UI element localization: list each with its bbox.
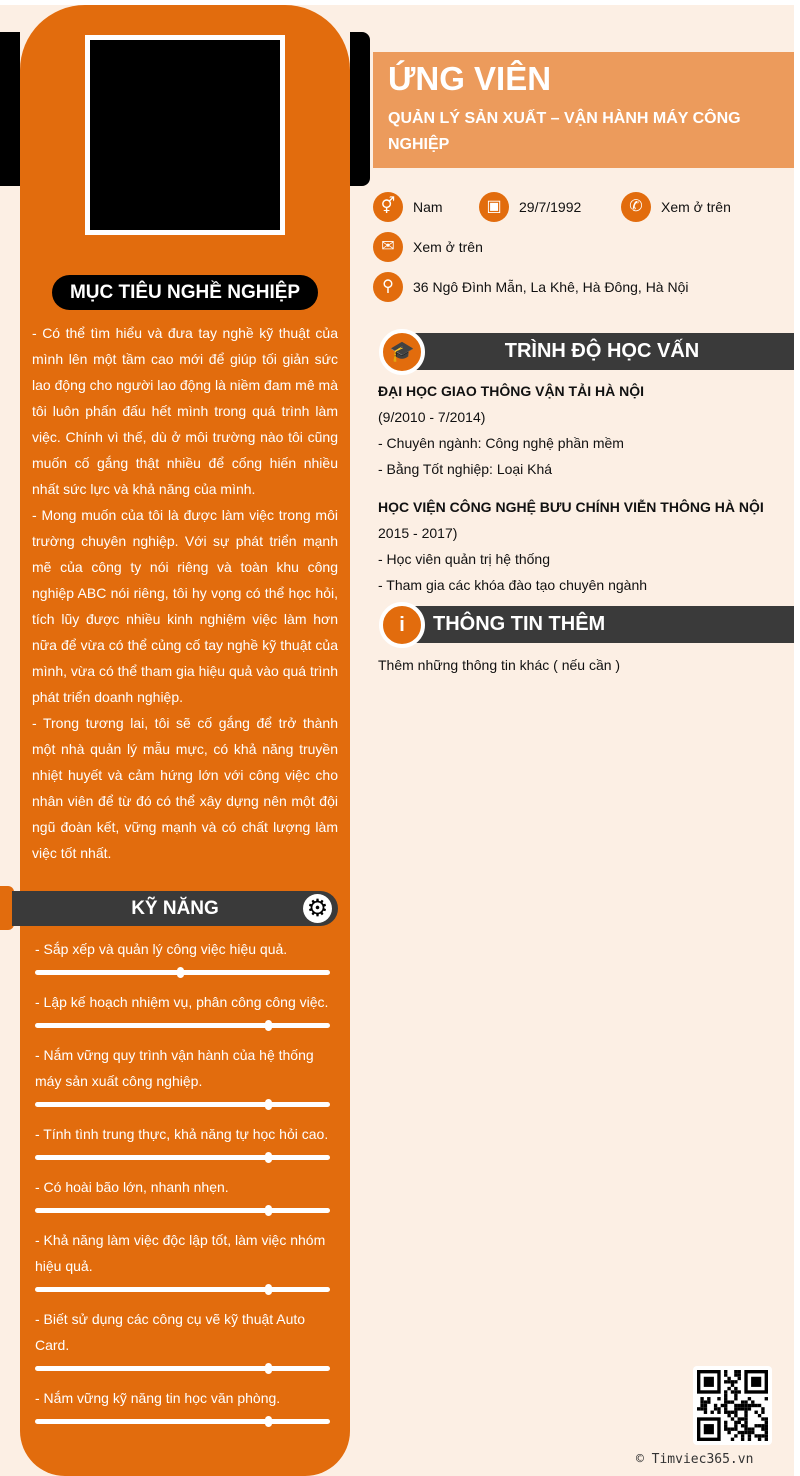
skill-slider-knob[interactable] xyxy=(265,1020,272,1031)
phone-icon: ✆ xyxy=(621,192,651,222)
decor-bar-left xyxy=(0,32,20,186)
skill-label: - Sắp xếp và quản lý công việc hiệu quả. xyxy=(35,941,288,957)
avatar-photo[interactable] xyxy=(85,35,285,235)
skill-slider-knob[interactable] xyxy=(265,1152,272,1163)
education-line: - Học viên quản trị hệ thống xyxy=(378,551,550,567)
address-value: 36 Ngô Đình Mẫn, La Khê, Hà Đông, Hà Nội xyxy=(413,279,689,295)
skill-slider[interactable] xyxy=(35,1366,330,1371)
skill-slider[interactable] xyxy=(35,1208,330,1213)
objective-heading: MỤC TIÊU NGHỀ NGHIỆP xyxy=(52,275,318,310)
skill-slider-knob[interactable] xyxy=(265,1205,272,1216)
skill-label: - Có hoài bão lớn, nhanh nhẹn. xyxy=(35,1179,229,1195)
candidate-name: ỨNG VIÊN xyxy=(388,60,552,97)
skill-slider[interactable] xyxy=(35,1419,330,1424)
skill-slider-knob[interactable] xyxy=(265,1284,272,1295)
skill-slider[interactable] xyxy=(35,1287,330,1292)
school-name: HỌC VIỆN CÔNG NGHỆ BƯU CHÍNH VIỄN THÔNG HÀ NỘI xyxy=(378,499,764,515)
skill-label: - Biết sử dụng các công cụ vẽ kỹ thuật Auto Card. xyxy=(35,1311,306,1353)
candidate-position: QUẢN LÝ SẢN XUẤT – VẬN HÀNH MÁY CÔNG NGHIỆP xyxy=(388,110,741,153)
school-name: ĐẠI HỌC GIAO THÔNG VẬN TẢI HÀ NỘI xyxy=(378,383,644,399)
email-icon: ✉ xyxy=(373,232,403,262)
education-line: - Chuyên ngành: Công nghệ phần mềm xyxy=(378,435,624,451)
objective-paragraph: - Có thể tìm hiểu và đưa tay nghề kỹ thuật của mình lên một tầm cao mới để giúp tối giản sức lao động cho người lao động là niềm đam mê mà tôi luôn phấn đấu hết mình trong quá trình làm việc. Chính vì thế, dù ở môi trường nào tôi cũng muốn cố gắng thật nhiều để cống hiến nhiều nhất sức lực và khả năng của mình. xyxy=(32,325,338,497)
education-line: - Tham gia các khóa đào tạo chuyên ngành xyxy=(378,577,648,593)
skill-slider-knob[interactable] xyxy=(177,967,184,978)
skill-label: - Nắm vững kỹ năng tin học văn phòng. xyxy=(35,1390,281,1406)
skill-slider[interactable] xyxy=(35,970,330,975)
extra-title: THÔNG TIN THÊM xyxy=(433,613,606,635)
skill-slider[interactable] xyxy=(35,1102,330,1107)
objective-paragraph: - Mong muốn của tôi là được làm việc trong môi trường chuyên nghiệp. Với sự phát triển mạnh mẽ của công ty nói riêng và toàn khu công nghiệp ABC nói riêng, tôi hy vọng có thể học hỏi, tích lũy được nhiều kinh nghiệm việc làm hơn nữa để vừa có thể củng cố tay nghề kỹ thuật của mình, vừa có thể tham gia hiệu quả vào quá trình phát triển doanh nghiệp. xyxy=(32,507,338,705)
objective-text xyxy=(32,320,338,866)
copyright: © Timviec365.vn xyxy=(636,1452,754,1467)
extra-text: Thêm những thông tin khác ( nếu cần ) xyxy=(378,657,621,673)
email-value: Xem ở trên xyxy=(413,239,483,255)
skill-slider-knob[interactable] xyxy=(265,1363,272,1374)
skill-label: - Lập kế hoạch nhiệm vụ, phân công công việc. xyxy=(35,994,329,1010)
skill-slider[interactable] xyxy=(35,1023,330,1028)
decor-bar-right xyxy=(350,32,370,186)
graduation-cap-icon: 🎓 xyxy=(379,329,425,375)
extra-heading xyxy=(400,606,794,643)
skill-slider[interactable] xyxy=(35,1155,330,1160)
qr-code xyxy=(693,1366,772,1445)
education-entry xyxy=(378,378,644,482)
skills-heading xyxy=(12,891,338,926)
education-entry xyxy=(378,494,764,598)
skill-slider-knob[interactable] xyxy=(265,1416,272,1427)
education-heading xyxy=(400,333,794,370)
birthday-value: 29/7/1992 xyxy=(519,199,582,215)
education-period: 2015 - 2017) xyxy=(378,525,458,541)
location-icon: ⚲ xyxy=(373,272,403,302)
skill-label: - Tính tình trung thực, khả năng tự học hỏi cao. xyxy=(35,1126,329,1142)
skill-label: - Khả năng làm việc độc lập tốt, làm việc nhóm hiệu quả. xyxy=(35,1232,326,1274)
phone-value: Xem ở trên xyxy=(661,199,731,215)
info-icon: i xyxy=(379,602,425,648)
gear-icon: ⚙ xyxy=(303,894,332,923)
education-line: - Bằng Tốt nghiệp: Loại Khá xyxy=(378,461,553,477)
calendar-icon: ▣ xyxy=(479,192,509,222)
skills-title: KỸ NĂNG xyxy=(131,898,219,919)
skill-slider-knob[interactable] xyxy=(265,1099,272,1110)
gender-value: Nam xyxy=(413,199,443,215)
skill-label: - Nắm vững quy trình vận hành của hệ thống máy sản xuất công nghiệp. xyxy=(35,1047,314,1089)
education-title: TRÌNH ĐỘ HỌC VẤN xyxy=(504,340,700,362)
skills-list xyxy=(35,936,330,1438)
gender-icon: ⚥ xyxy=(373,192,403,222)
education-period: (9/2010 - 7/2014) xyxy=(378,409,486,425)
objective-paragraph: - Trong tương lai, tôi sẽ cố gắng để trở thành một nhà quản lý mẫu mực, có khả năng truyền nhiệt huyết và cảm hứng lớn với công việc cho nhân viên để từ đó có thể xây dựng nên một đội ngũ đoàn kết, vững mạnh và có chất lượng làm việc tốt nhất. xyxy=(32,715,338,861)
header-box xyxy=(373,52,794,168)
